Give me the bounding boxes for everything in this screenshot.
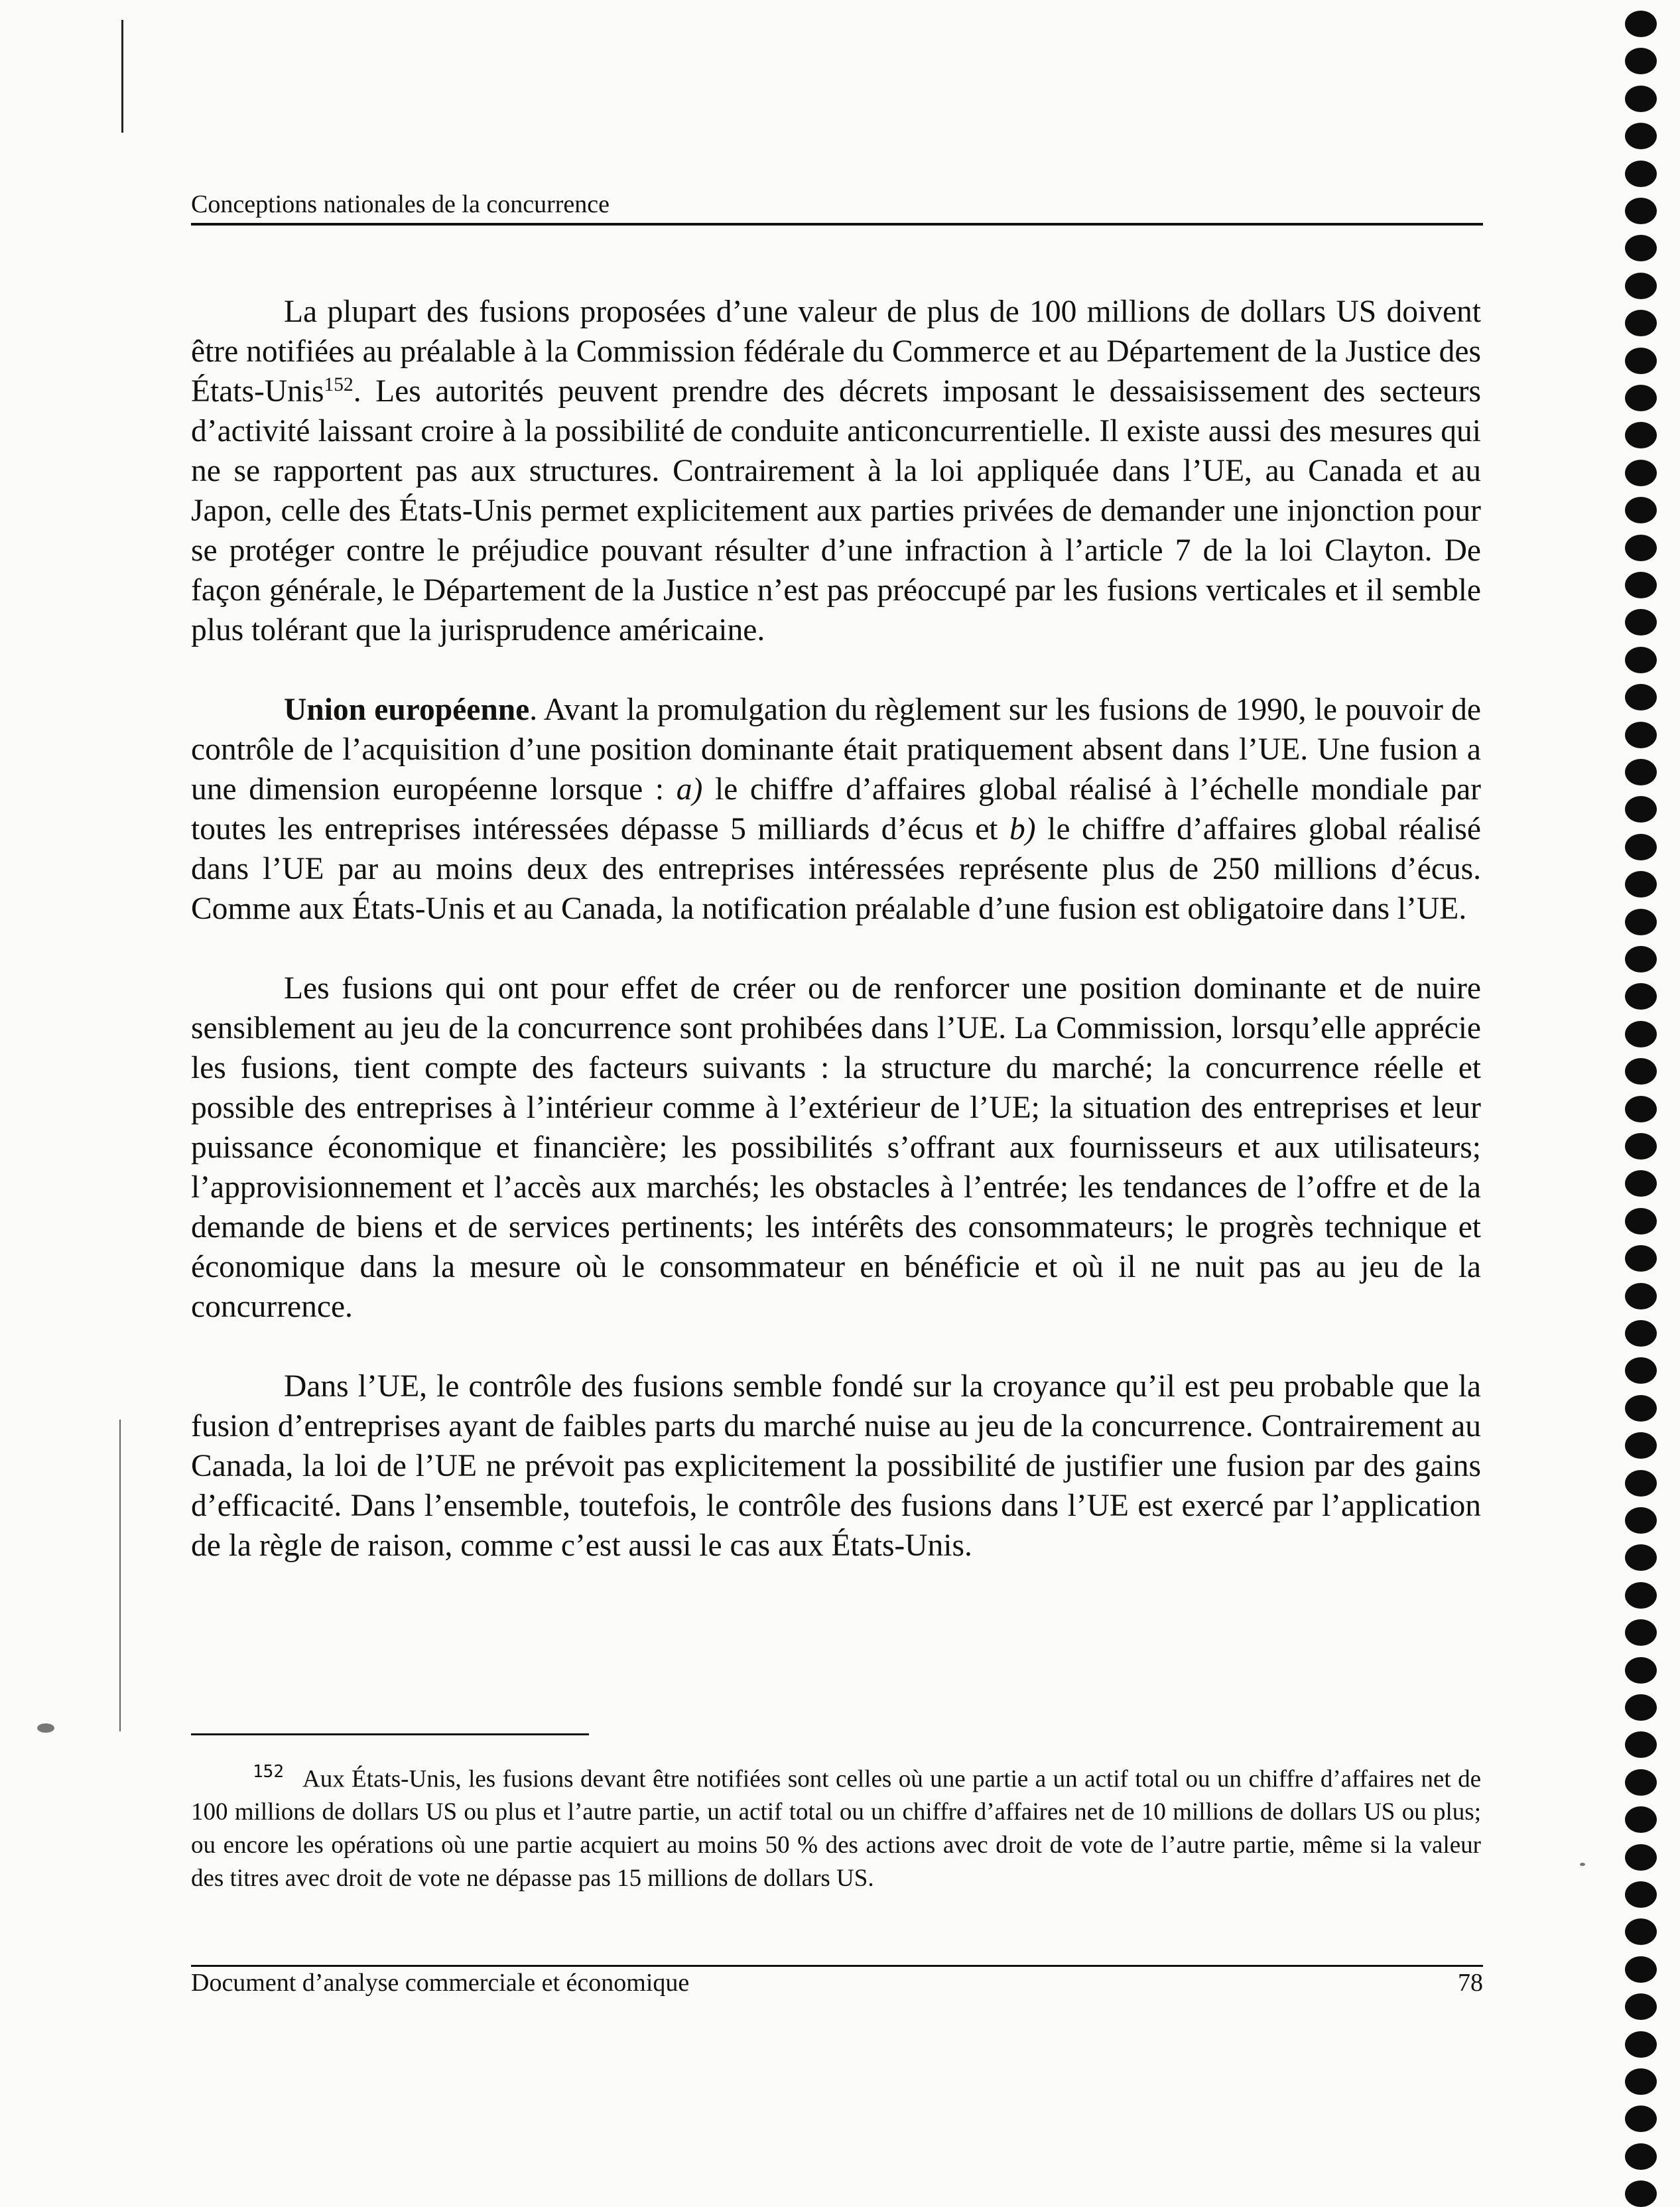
binding-hole <box>1625 796 1657 823</box>
list-marker: b) <box>1009 812 1036 846</box>
binding-hole <box>1625 1507 1657 1534</box>
binding-hole <box>1625 983 1657 1010</box>
binding-hole <box>1625 1283 1657 1309</box>
binding-hole <box>1625 460 1657 486</box>
binding-hole <box>1625 1133 1657 1160</box>
binding-hole <box>1625 871 1657 898</box>
paragraph-us-merger-control: La plupart des fusions proposées d’une valeur de plus de 100 millions de dollars US doivent être notifiées au préalable à la Commission fédérale du Commerce et au Département de la Justice des États-Unis$^{152}$. Les autorités peuvent prendre des décrets imposant le dessaisissement des secteurs d’activité laissant croire à la possibilité de conduite anticoncurrentielle. Il existe aussi des mesures qui ne se rapportent pas aux structures. Contrairement à la loi appliquée dans l’UE, au Canada et au Japon, celle des États-Unis permet explicitement aux parties privées de demander une injonction pour se protéger contre le préjudice pouvant résulter d’une infraction à l’article 7 de la loi Clayton. De façon générale, le Département de la Justice n’est pas préoccupé par les fusions verticales et il semble plus tolérant que la jurisprudence américaine. <box>191 295 1481 647</box>
binding-hole <box>1625 1096 1657 1122</box>
binding-hole <box>1625 1395 1657 1422</box>
footnote-number: 152 <box>253 1762 284 1782</box>
binding-hole <box>1625 1432 1657 1459</box>
running-footer <box>191 1965 1483 1999</box>
binding-holes <box>1625 11 1661 2200</box>
binding-hole <box>1625 1619 1657 1646</box>
binding-hole <box>1625 946 1657 972</box>
binding-hole <box>1625 161 1657 187</box>
binding-hole <box>1625 1731 1657 1758</box>
binding-hole <box>1625 2180 1657 2207</box>
binding-hole <box>1625 1245 1657 1272</box>
binding-hole <box>1625 1769 1657 1796</box>
binding-hole <box>1625 1956 1657 1983</box>
binding-hole <box>1625 1806 1657 1833</box>
binding-hole <box>1625 348 1657 374</box>
binding-hole <box>1625 385 1657 411</box>
scan-speck <box>37 1723 54 1733</box>
binding-hole <box>1625 1021 1657 1047</box>
binding-hole <box>1625 1058 1657 1085</box>
paragraph-eu-prohibition: Les fusions qui ont pour effet de créer ou de renforcer une position dominante et de nuire sensiblement au jeu de la concurrence sont prohibées dans l’UE. La Commission, lorsqu’elle apprécie les fusions, tient compte des facteurs suivants : la structure du marché; la concurrence réelle et possible des entreprises à l’intérieur comme à l’extérieur de l’UE; la situation des entreprises et leur puissance économique et financière; les possibilités s’offrant aux fournisseurs et aux utilisateurs; l’approvisionnement et l’accès aux marchés; les obstacles à l’entrée; les tendances de l’offre et de la demande de biens et de services pertinents; les intérêts des consommateurs; le progrès technique et économique dans la mesure où le consommateur en bénéficie et où il ne nuit pas au jeu de la concurrence. <box>191 971 1481 1324</box>
margin-mark <box>121 20 123 133</box>
footnote <box>191 1755 1481 1895</box>
binding-hole <box>1625 273 1657 299</box>
running-header <box>191 187 1483 226</box>
binding-hole <box>1625 1208 1657 1235</box>
footnote-text: Aux États-Unis, les fusions devant être notifiées sont celles où une partie a un actif total ou un chiffre d’affaires net de 100 millions de dollars US ou plus et l’autre partie, un actif total ou un chiffre d’affaires net de 10 millions de dollars US ou plus; ou encore les opérations où une partie acquiert au moins 50 % des actions avec droit de vote de l’autre partie, même si la valeur des titres avec droit de vote ne dépasse pas 15 millions de dollars US. <box>191 1765 1481 1893</box>
binding-hole <box>1625 647 1657 673</box>
binding-hole <box>1625 123 1657 149</box>
binding-hole <box>1625 1320 1657 1347</box>
binding-hole <box>1625 2068 1657 2095</box>
margin-mark <box>119 1420 121 1731</box>
binding-hole <box>1625 1470 1657 1497</box>
binding-hole <box>1625 609 1657 635</box>
binding-hole <box>1625 1694 1657 1721</box>
binding-hole <box>1625 1582 1657 1609</box>
paragraph-eu-rule-of-reason: Dans l’UE, le contrôle des fusions semble fondé sur la croyance qu’il est peu probable que la fusion d’entreprises ayant de faibles parts du marché nuise au jeu de la concurrence. Contrairement au Canada, la loi de l’UE ne prévoit pas explicitement la possibilité de justifier une fusion par des gains d’efficacité. Dans l’ensemble, toutefois, le contrôle des fusions dans l’UE est exercé par l’application de la règle de raison, comme c’est aussi le cas aux États-Unis. <box>191 1369 1481 1563</box>
header-title: Conceptions nationales de la concurrence <box>191 190 610 218</box>
body-text <box>191 292 1481 1605</box>
binding-hole <box>1625 235 1657 261</box>
footnote-reference: 152 <box>324 373 354 395</box>
binding-hole <box>1625 1844 1657 1871</box>
binding-hole <box>1625 2143 1657 2170</box>
binding-hole <box>1625 1657 1657 1684</box>
binding-hole <box>1625 198 1657 224</box>
binding-hole <box>1625 1544 1657 1571</box>
binding-hole <box>1625 11 1657 37</box>
binding-hole <box>1625 535 1657 561</box>
binding-hole <box>1625 834 1657 860</box>
footnote-separator <box>191 1733 589 1735</box>
binding-hole <box>1625 722 1657 748</box>
binding-hole <box>1625 572 1657 598</box>
list-marker: a) <box>676 772 703 807</box>
binding-hole <box>1625 759 1657 785</box>
binding-hole <box>1625 1881 1657 1908</box>
binding-hole <box>1625 86 1657 112</box>
binding-hole <box>1625 2106 1657 2132</box>
binding-hole <box>1625 1357 1657 1384</box>
binding-hole <box>1625 310 1657 336</box>
scan-speck <box>1580 1863 1585 1866</box>
binding-hole <box>1625 1993 1657 2020</box>
binding-hole <box>1625 2031 1657 2058</box>
binding-hole <box>1625 909 1657 935</box>
paragraph-eu-union: Union européenne. Avant la promulgation du règlement sur les fusions de 1990, le pouvoir de contrôle de l’acquisition d’une position dominante était pratiquement absent dans l’UE. Une fusion a une dimension européenne lorsque : a) le chiffre d’affaires global réalisé à l’échelle mondiale par toutes les entreprises intéressées dépasse 5 milliards d’écus et b) le chiffre d’affaires global réalisé dans l’UE par au moins deux des entreprises intéressées représente plus de 250 millions d’écus. Comme aux États-Unis et au Canada, la notification préalable d’une fusion est obligatoire dans l’UE. <box>191 693 1482 926</box>
footer-publication: Document d’analyse commerciale et économique <box>191 1969 690 1997</box>
binding-hole <box>1625 48 1657 74</box>
binding-hole <box>1625 497 1657 523</box>
section-heading-union-europeenne: Union européenne <box>284 693 530 727</box>
page-number: 78 <box>1458 1969 1483 1997</box>
binding-hole <box>1625 1918 1657 1945</box>
binding-hole <box>1625 684 1657 710</box>
binding-hole <box>1625 422 1657 448</box>
binding-hole <box>1625 1170 1657 1197</box>
